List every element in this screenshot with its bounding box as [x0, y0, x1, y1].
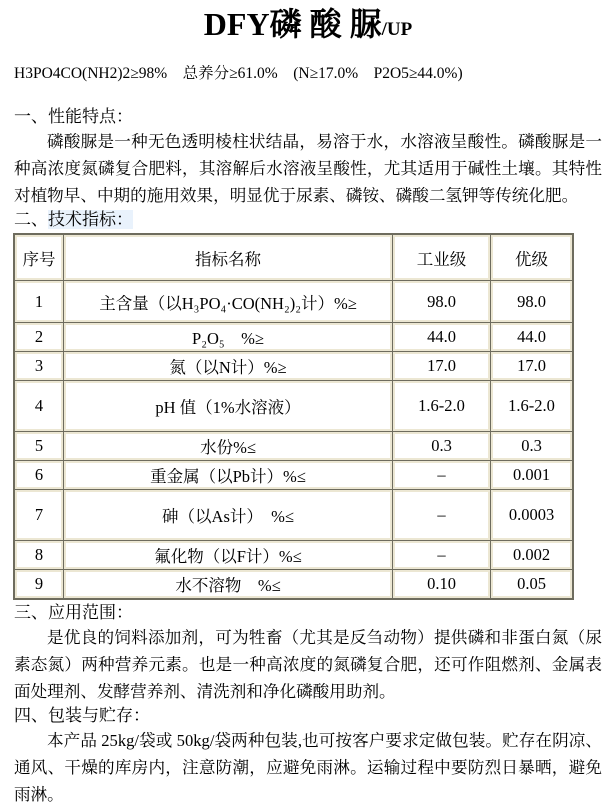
cell-premium: 17.0	[491, 352, 572, 380]
cell-industrial: –	[393, 490, 490, 540]
cell-no: 1	[15, 281, 63, 322]
cell-name: 水不溶物 %≤	[64, 570, 392, 598]
cell-name: 氮（以N计）%≥	[64, 352, 392, 380]
formula-line: H3PO4CO(NH2)2≥98% 总养分≥61.0% (N≥17.0% P2O5≥44.0%)	[14, 65, 463, 82]
cell-no: 4	[15, 381, 63, 431]
section-heading-specs	[14, 209, 616, 231]
cell-industrial: 17.0	[393, 352, 490, 380]
table-header-industrial: 工业级	[393, 235, 490, 280]
table-row	[15, 570, 572, 598]
cell-no: 3	[15, 352, 63, 380]
cell-premium: 44.0	[491, 323, 572, 351]
cell-industrial: 0.10	[393, 570, 490, 598]
cell-name: 砷（以As计） %≤	[64, 490, 392, 540]
cell-name: 氟化物（以F计）%≤	[64, 541, 392, 569]
table-row	[15, 432, 572, 460]
cell-premium: 0.3	[491, 432, 572, 460]
spec-table	[13, 233, 574, 600]
cell-premium: 0.0003	[491, 490, 572, 540]
table-row	[15, 461, 572, 489]
section-heading-specs-prefix: 二、	[14, 210, 48, 229]
section-body-application: 是优良的饲料添加剂，可为牲畜（尤其是反刍动物）提供磷和非蛋白氮（尿素态氮）两种营养元素。也是一种高浓度的氮磷复合肥，还可作阻燃剂、金属表面处理剂、发酵营养剂、清洗剂和净化磷酸用助剂。	[14, 628, 602, 701]
cell-no: 8	[15, 541, 63, 569]
table-header-no: 序号	[15, 235, 63, 280]
cell-premium: 0.05	[491, 570, 572, 598]
section-body-packaging: 本产品 25kg/袋或 50kg/袋两种包装,也可按客户要求定做包装。贮存在阴凉、通风、干燥的库房内，注意防潮，应避免雨淋。运输过程中要防烈日暴晒，避免雨淋。	[14, 731, 602, 804]
table-header-row	[15, 235, 572, 280]
page-title-suffix: /UP	[381, 19, 413, 40]
cell-premium: 0.002	[491, 541, 572, 569]
table-row	[15, 541, 572, 569]
page-title-main: DFY磷 酸 脲	[203, 6, 382, 42]
cell-name: 重金属（以Pb计）%≤	[64, 461, 392, 489]
cell-name: 水份%≤	[64, 432, 392, 460]
cell-no: 5	[15, 432, 63, 460]
table-header-name: 指标名称	[64, 235, 392, 280]
cell-name: pH 值（1%水溶液）	[64, 381, 392, 431]
cell-no: 6	[15, 461, 63, 489]
table-row	[15, 281, 572, 322]
page-title	[0, 0, 616, 50]
section-heading-performance: 一、性能特点：	[14, 107, 133, 126]
section-heading-packaging: 四、包装与贮存：	[14, 706, 150, 725]
table-row	[15, 323, 572, 351]
cell-no: 7	[15, 490, 63, 540]
cell-name: P₂O₅ %≥	[64, 323, 392, 351]
table-header-premium: 优级	[491, 235, 572, 280]
cell-industrial: 98.0	[393, 281, 490, 322]
section-body-performance: 磷酸脲是一种无色透明棱柱状结晶，易溶于水，水溶液呈酸性。磷酸脲是一种高浓度氮磷复合肥料，其溶解后水溶液呈酸性，尤其适用于碱性土壤。其特性对植物早、中期的施用效果，明显优于尿素、磷铵、磷酸二氢钾等传统化肥。	[14, 132, 602, 205]
cell-premium: 98.0	[491, 281, 572, 322]
cell-industrial: 44.0	[393, 323, 490, 351]
cell-industrial: 1.6-2.0	[393, 381, 490, 431]
table-row	[15, 381, 572, 431]
section-heading-specs-highlight: 技术指标：	[48, 210, 133, 229]
cell-premium: 1.6-2.0	[491, 381, 572, 431]
cell-name: 主含量（以H₃PO₄·CO(NH₂)₂计）%≥	[64, 281, 392, 322]
cell-no: 9	[15, 570, 63, 598]
cell-industrial: –	[393, 541, 490, 569]
table-row	[15, 490, 572, 540]
cell-no: 2	[15, 323, 63, 351]
table-row	[15, 352, 572, 380]
cell-industrial: 0.3	[393, 432, 490, 460]
section-heading-application: 三、应用范围：	[14, 603, 133, 622]
cell-industrial: –	[393, 461, 490, 489]
cell-premium: 0.001	[491, 461, 572, 489]
